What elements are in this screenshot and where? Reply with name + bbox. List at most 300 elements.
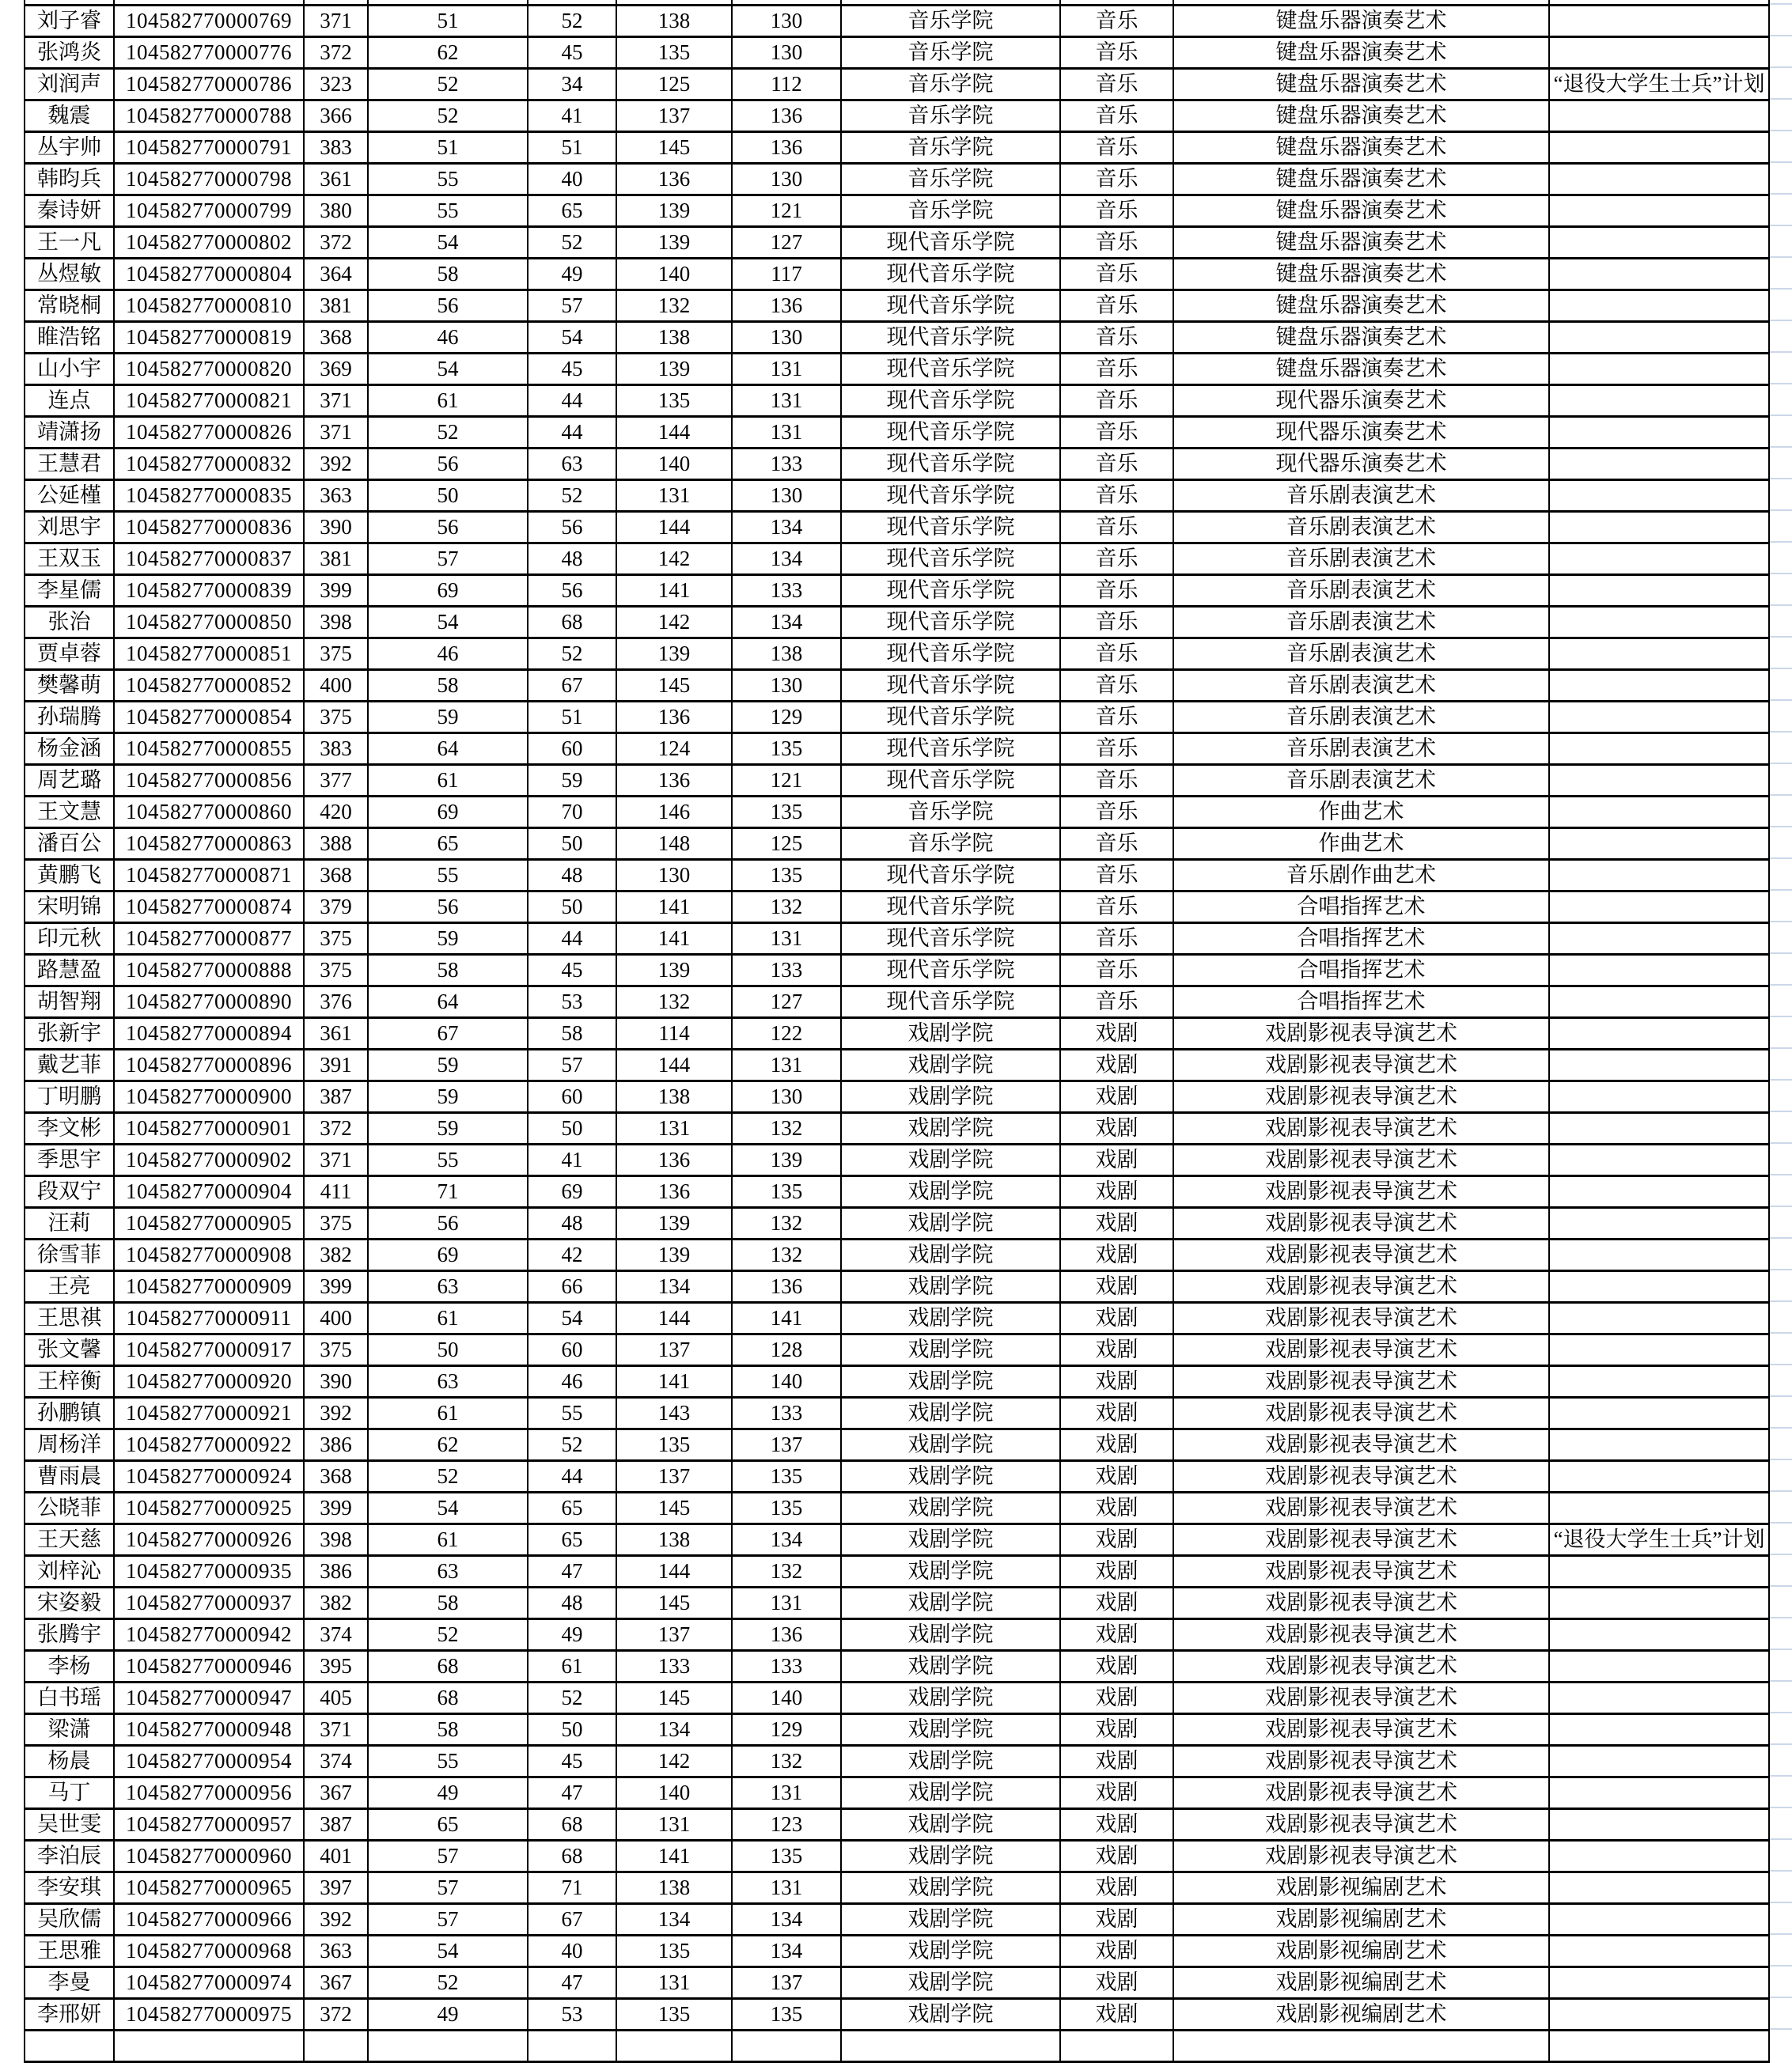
cell-name: 王亮	[25, 1271, 114, 1303]
cell-category: 戏剧	[1060, 1050, 1173, 1081]
cell-major: 戏剧影视表导演艺术	[1173, 1651, 1549, 1683]
cell-score-1: 62	[368, 37, 528, 69]
cell-college: 现代音乐学院	[841, 986, 1060, 1018]
table-row	[25, 765, 1769, 797]
cell-score-2: 41	[528, 1145, 616, 1176]
cell-score-3: 136	[616, 1176, 732, 1208]
cell-total-score: 364	[304, 259, 368, 290]
sheet-gridline-stub	[1770, 1395, 1792, 1397]
cell-major: 键盘乐器演奏艺术	[1173, 195, 1549, 227]
cell-score-4: 128	[732, 1334, 841, 1366]
cell-score-3: 131	[616, 480, 732, 512]
cell-college: 戏剧学院	[841, 1714, 1060, 1746]
cell-score-1: 65	[368, 828, 528, 860]
cell-college: 现代音乐学院	[841, 860, 1060, 891]
cell-score-2: 44	[528, 417, 616, 449]
sheet-gridline-stub	[1770, 1838, 1792, 1840]
cell-score-1: 59	[368, 1113, 528, 1145]
cell-remark	[1549, 6, 1769, 37]
cell-college: 戏剧学院	[841, 1461, 1060, 1493]
cell-major: 戏剧影视表导演艺术	[1173, 1398, 1549, 1429]
cell-category: 戏剧	[1060, 1967, 1173, 1999]
cell-name: 宋姿毅	[25, 1588, 114, 1619]
table-row	[25, 1240, 1769, 1271]
cell-college: 现代音乐学院	[841, 923, 1060, 955]
cell-name: 李安琪	[25, 1872, 114, 1904]
cell-major: 戏剧影视表导演艺术	[1173, 1746, 1549, 1777]
cell-score-4: 131	[732, 923, 841, 955]
cell-score-1: 49	[368, 1777, 528, 1809]
cell-major: 音乐剧表演艺术	[1173, 638, 1549, 670]
cell-category: 戏剧	[1060, 1904, 1173, 1936]
cell-score-1: 55	[368, 1145, 528, 1176]
cell-exam-number: 104582770000911	[114, 1303, 304, 1334]
cell-category: 音乐	[1060, 797, 1173, 828]
cell-category: 戏剧	[1060, 1999, 1173, 2031]
cell-score-4: 134	[732, 607, 841, 638]
table-row	[25, 607, 1769, 638]
cell-score-3: 131	[616, 1967, 732, 1999]
cell-score-1: 58	[368, 955, 528, 986]
sheet-gridline-stub	[1770, 1047, 1792, 1049]
cell-score-2: 50	[528, 828, 616, 860]
cell-college: 戏剧学院	[841, 1493, 1060, 1524]
cell-major: 现代器乐演奏艺术	[1173, 449, 1549, 480]
cell-college: 戏剧学院	[841, 1240, 1060, 1271]
cell-name: 公晓菲	[25, 1493, 114, 1524]
cell-score-3: 139	[616, 195, 732, 227]
cell-score-3: 134	[616, 1271, 732, 1303]
cell-score-3: 144	[616, 512, 732, 543]
cell-college: 戏剧学院	[841, 1556, 1060, 1588]
cell-score-2: 49	[528, 1619, 616, 1651]
cell-total-score: 395	[304, 1651, 368, 1683]
cell-name: 季思宇	[25, 1145, 114, 1176]
cell-score-4: 140	[732, 1366, 841, 1398]
cell-score-2: 52	[528, 227, 616, 259]
cell-college: 戏剧学院	[841, 1145, 1060, 1176]
cell-score-2: 50	[528, 1113, 616, 1145]
cell-score-3: 139	[616, 1240, 732, 1271]
cell-score-1: 54	[368, 1936, 528, 1967]
cell-name: 汪莉	[25, 1208, 114, 1240]
cell-exam-number: 104582770000900	[114, 1081, 304, 1113]
cell-score-3: 135	[616, 1999, 732, 2031]
cell-exam-number: 104582770000863	[114, 828, 304, 860]
sheet-gridline-stub	[1770, 193, 1792, 195]
cell-name: 刘思宇	[25, 512, 114, 543]
cell-score-3: 144	[616, 417, 732, 449]
cell-total-score: 399	[304, 1271, 368, 1303]
cell-name: 黄鹏飞	[25, 860, 114, 891]
cell-remark	[1549, 417, 1769, 449]
cell-score-3: 143	[616, 1398, 732, 1429]
sheet-gridline-stub	[1770, 35, 1792, 36]
cell-score-4: 131	[732, 385, 841, 417]
sheet-gridline-stub	[1770, 952, 1792, 954]
sheet-gridline-stub	[1770, 699, 1792, 701]
cell-score-3: 148	[616, 828, 732, 860]
cell-category: 戏剧	[1060, 1841, 1173, 1872]
cell-total-score: 371	[304, 6, 368, 37]
cell-score-4: 140	[732, 1683, 841, 1714]
cell-score-4: 131	[732, 1050, 841, 1081]
cell-category: 音乐	[1060, 100, 1173, 132]
sheet-gridline-stub	[1770, 1585, 1792, 1587]
cell-remark	[1549, 164, 1769, 195]
cell-college: 现代音乐学院	[841, 638, 1060, 670]
cell-score-4: 131	[732, 1872, 841, 1904]
cell-college: 戏剧学院	[841, 1271, 1060, 1303]
cell-score-3: 134	[616, 1904, 732, 1936]
cell-score-3: 142	[616, 1746, 732, 1777]
cell-category: 戏剧	[1060, 1398, 1173, 1429]
cell-remark	[1549, 1777, 1769, 1809]
cell-major: 合唱指挥艺术	[1173, 891, 1549, 923]
cell-total-score: 371	[304, 417, 368, 449]
cell-score-4: 132	[732, 1208, 841, 1240]
cell-total-score: 375	[304, 955, 368, 986]
cell-score-3: 140	[616, 449, 732, 480]
cell-score-3	[616, 2031, 732, 2062]
cell-remark	[1549, 1967, 1769, 1999]
cell-score-1: 69	[368, 1240, 528, 1271]
cell-score-2: 56	[528, 512, 616, 543]
cell-exam-number: 104582770000836	[114, 512, 304, 543]
cell-category: 戏剧	[1060, 1556, 1173, 1588]
cell-score-1: 57	[368, 1904, 528, 1936]
cell-remark	[1549, 449, 1769, 480]
cell-name: 曹雨晨	[25, 1461, 114, 1493]
cell-remark	[1549, 1240, 1769, 1271]
cell-score-4: 132	[732, 891, 841, 923]
cell-score-3: 136	[616, 702, 732, 733]
cell-category: 音乐	[1060, 354, 1173, 385]
cell-name: 李星儒	[25, 575, 114, 607]
cell-college: 戏剧学院	[841, 1113, 1060, 1145]
cell-college: 戏剧学院	[841, 1841, 1060, 1872]
cell-major: 合唱指挥艺术	[1173, 923, 1549, 955]
cell-college: 音乐学院	[841, 132, 1060, 164]
cell-major: 键盘乐器演奏艺术	[1173, 322, 1549, 354]
cell-category: 戏剧	[1060, 1081, 1173, 1113]
cell-exam-number: 104582770000788	[114, 100, 304, 132]
cell-college: 戏剧学院	[841, 1809, 1060, 1841]
cell-score-3: 144	[616, 1050, 732, 1081]
cell-score-1: 61	[368, 1524, 528, 1556]
cell-exam-number: 104582770000917	[114, 1334, 304, 1366]
cell-score-4: 134	[732, 1524, 841, 1556]
cell-name: 王慧君	[25, 449, 114, 480]
cell-total-score: 361	[304, 1018, 368, 1050]
sheet-gridline-stub	[1770, 731, 1792, 732]
cell-total-score: 377	[304, 765, 368, 797]
cell-name: 李杨	[25, 1651, 114, 1683]
sheet-gridline-stub	[1770, 509, 1792, 511]
cell-major: 作曲艺术	[1173, 828, 1549, 860]
cell-exam-number: 104582770000937	[114, 1588, 304, 1619]
cell-remark	[1549, 1588, 1769, 1619]
cell-category: 音乐	[1060, 670, 1173, 702]
table-row	[25, 227, 1769, 259]
cell-major: 戏剧影视编剧艺术	[1173, 1967, 1549, 1999]
cell-score-2: 52	[528, 6, 616, 37]
cell-score-3: 138	[616, 322, 732, 354]
cell-major: 合唱指挥艺术	[1173, 955, 1549, 986]
cell-score-3: 131	[616, 1809, 732, 1841]
cell-score-4: 133	[732, 449, 841, 480]
table-row	[25, 797, 1769, 828]
cell-exam-number: 104582770000957	[114, 1809, 304, 1841]
cell-remark	[1549, 1018, 1769, 1050]
cell-college: 戏剧学院	[841, 1429, 1060, 1461]
cell-name: 丛宇帅	[25, 132, 114, 164]
cell-exam-number: 104582770000776	[114, 37, 304, 69]
table-row	[25, 1271, 1769, 1303]
cell-college: 音乐学院	[841, 69, 1060, 100]
cell-total-score: 387	[304, 1081, 368, 1113]
table-row	[25, 259, 1769, 290]
cell-remark	[1549, 37, 1769, 69]
cell-exam-number: 104582770000908	[114, 1240, 304, 1271]
sheet-gridline-stub	[1770, 256, 1792, 258]
cell-score-4: 135	[732, 797, 841, 828]
cell-college	[841, 2031, 1060, 2062]
cell-category: 音乐	[1060, 733, 1173, 765]
cell-remark	[1549, 1271, 1769, 1303]
cell-score-3: 145	[616, 670, 732, 702]
cell-score-3: 142	[616, 543, 732, 575]
cell-major: 键盘乐器演奏艺术	[1173, 37, 1549, 69]
sheet-gridline-stub	[1770, 1364, 1792, 1365]
cell-category: 戏剧	[1060, 1524, 1173, 1556]
score-table-body	[25, 0, 1769, 2062]
cell-score-2: 51	[528, 702, 616, 733]
cell-total-score: 371	[304, 1714, 368, 1746]
cell-total-score: 376	[304, 986, 368, 1018]
cell-score-3: 132	[616, 986, 732, 1018]
table-row	[25, 638, 1769, 670]
cell-major: 音乐剧表演艺术	[1173, 702, 1549, 733]
cell-score-4: 136	[732, 1271, 841, 1303]
table-row	[25, 132, 1769, 164]
cell-exam-number: 104582770000975	[114, 1999, 304, 2031]
cell-score-3: 124	[616, 733, 732, 765]
sheet-gridline-stub	[1770, 1902, 1792, 1903]
cell-college: 现代音乐学院	[841, 733, 1060, 765]
cell-total-score: 375	[304, 1208, 368, 1240]
cell-total-score: 380	[304, 195, 368, 227]
cell-score-1: 58	[368, 1714, 528, 1746]
cell-exam-number: 104582770000826	[114, 417, 304, 449]
cell-exam-number: 104582770000819	[114, 322, 304, 354]
table-row	[25, 385, 1769, 417]
cell-score-3: 141	[616, 891, 732, 923]
cell-name: 孙瑞腾	[25, 702, 114, 733]
cell-exam-number: 104582770000921	[114, 1398, 304, 1429]
cell-name: 靖潇扬	[25, 417, 114, 449]
cell-score-1: 51	[368, 132, 528, 164]
cell-score-1: 59	[368, 702, 528, 733]
table-row	[25, 986, 1769, 1018]
cell-name: 贾卓蓉	[25, 638, 114, 670]
cell-score-4: 133	[732, 955, 841, 986]
cell-major: 戏剧影视表导演艺术	[1173, 1461, 1549, 1493]
cell-name: 王一凡	[25, 227, 114, 259]
sheet-gridline-stub	[1770, 1206, 1792, 1207]
cell-category: 音乐	[1060, 37, 1173, 69]
cell-score-3: 145	[616, 1683, 732, 1714]
cell-major: 戏剧影视表导演艺术	[1173, 1809, 1549, 1841]
cell-category: 音乐	[1060, 290, 1173, 322]
cell-score-2: 48	[528, 1588, 616, 1619]
cell-category: 戏剧	[1060, 1493, 1173, 1524]
sheet-gridline-stub	[1770, 98, 1792, 100]
cell-score-1: 52	[368, 69, 528, 100]
cell-remark	[1549, 195, 1769, 227]
cell-score-2: 52	[528, 1429, 616, 1461]
table-row	[25, 354, 1769, 385]
cell-category: 音乐	[1060, 385, 1173, 417]
cell-category: 音乐	[1060, 480, 1173, 512]
cell-score-4: 130	[732, 6, 841, 37]
cell-exam-number	[114, 2031, 304, 2062]
table-row	[25, 733, 1769, 765]
sheet-gridline-stub	[1770, 288, 1792, 290]
cell-remark	[1549, 1176, 1769, 1208]
table-row	[25, 1746, 1769, 1777]
cell-major	[1173, 2031, 1549, 2062]
cell-score-4: 134	[732, 1904, 841, 1936]
cell-remark	[1549, 1493, 1769, 1524]
sheet-gridline-stub	[1770, 1680, 1792, 1682]
cell-total-score: 420	[304, 797, 368, 828]
cell-exam-number: 104582770000802	[114, 227, 304, 259]
cell-score-2: 49	[528, 259, 616, 290]
cell-score-4: 134	[732, 1936, 841, 1967]
cell-score-3: 139	[616, 638, 732, 670]
cell-score-3: 140	[616, 1777, 732, 1809]
cell-score-1: 55	[368, 164, 528, 195]
cell-score-1: 56	[368, 891, 528, 923]
cell-name: 白书瑶	[25, 1683, 114, 1714]
cell-score-2: 65	[528, 195, 616, 227]
sheet-gridline-stub	[1770, 2028, 1792, 2030]
cell-score-1: 52	[368, 1619, 528, 1651]
cell-remark	[1549, 638, 1769, 670]
sheet-gridline-stub	[1770, 1427, 1792, 1429]
cell-exam-number: 104582770000860	[114, 797, 304, 828]
cell-score-3: 137	[616, 1334, 732, 1366]
cell-score-4: 131	[732, 354, 841, 385]
table-row	[25, 1176, 1769, 1208]
cell-remark	[1549, 797, 1769, 828]
cell-college: 戏剧学院	[841, 1081, 1060, 1113]
cell-score-3: 139	[616, 955, 732, 986]
cell-remark	[1549, 1809, 1769, 1841]
cell-name: 王思祺	[25, 1303, 114, 1334]
cell-major: 音乐剧表演艺术	[1173, 480, 1549, 512]
table-row	[25, 828, 1769, 860]
cell-major: 键盘乐器演奏艺术	[1173, 69, 1549, 100]
cell-score-4: 122	[732, 1018, 841, 1050]
cell-college: 音乐学院	[841, 195, 1060, 227]
cell-score-3: 137	[616, 1461, 732, 1493]
cell-category: 音乐	[1060, 132, 1173, 164]
cell-name: 张治	[25, 607, 114, 638]
cell-score-1: 54	[368, 607, 528, 638]
cell-score-4: 132	[732, 1556, 841, 1588]
cell-score-1: 46	[368, 638, 528, 670]
sheet-gridline-stub	[1770, 1237, 1792, 1239]
cell-exam-number: 104582770000960	[114, 1841, 304, 1872]
cell-score-4: 130	[732, 670, 841, 702]
cell-college: 现代音乐学院	[841, 670, 1060, 702]
cell-major: 戏剧影视表导演艺术	[1173, 1334, 1549, 1366]
cell-category: 戏剧	[1060, 1208, 1173, 1240]
cell-name: 连点	[25, 385, 114, 417]
cell-score-4: 135	[732, 1999, 841, 2031]
cell-score-4: 130	[732, 164, 841, 195]
cell-exam-number: 104582770000804	[114, 259, 304, 290]
table-row	[25, 1524, 1769, 1556]
cell-score-1: 52	[368, 1461, 528, 1493]
table-row	[25, 543, 1769, 575]
cell-name: 樊馨萌	[25, 670, 114, 702]
table-row	[25, 100, 1769, 132]
cell-remark	[1549, 100, 1769, 132]
cell-exam-number: 104582770000947	[114, 1683, 304, 1714]
sheet-gridline-stub	[1770, 857, 1792, 859]
cell-score-3: 135	[616, 1936, 732, 1967]
cell-exam-number: 104582770000854	[114, 702, 304, 733]
cell-major: 戏剧影视表导演艺术	[1173, 1588, 1549, 1619]
cell-college: 现代音乐学院	[841, 354, 1060, 385]
cell-name: 周杨洋	[25, 1429, 114, 1461]
table-row	[25, 1366, 1769, 1398]
cell-category: 戏剧	[1060, 1809, 1173, 1841]
cell-college: 戏剧学院	[841, 1588, 1060, 1619]
cell-college: 戏剧学院	[841, 1334, 1060, 1366]
table-row	[25, 1936, 1769, 1967]
cell-score-3: 135	[616, 385, 732, 417]
cell-score-3: 146	[616, 797, 732, 828]
cell-college: 现代音乐学院	[841, 702, 1060, 733]
cell-major: 键盘乐器演奏艺术	[1173, 290, 1549, 322]
cell-total-score: 379	[304, 891, 368, 923]
cell-score-2: 55	[528, 1398, 616, 1429]
table-row	[25, 6, 1769, 37]
cell-category: 戏剧	[1060, 1746, 1173, 1777]
cell-total-score	[304, 2031, 368, 2062]
cell-remark	[1549, 955, 1769, 986]
sheet-gridline-stub	[1770, 921, 1792, 922]
cell-major: 戏剧影视表导演艺术	[1173, 1018, 1549, 1050]
cell-remark	[1549, 765, 1769, 797]
cell-remark	[1549, 1904, 1769, 1936]
cell-remark	[1549, 1145, 1769, 1176]
cell-score-4: 112	[732, 69, 841, 100]
cell-total-score: 363	[304, 480, 368, 512]
cell-remark	[1549, 828, 1769, 860]
cell-major: 戏剧影视表导演艺术	[1173, 1714, 1549, 1746]
cell-score-4: 127	[732, 227, 841, 259]
sheet-gridline-stub	[1770, 130, 1792, 131]
cell-name: 李泊辰	[25, 1841, 114, 1872]
cell-total-score: 371	[304, 385, 368, 417]
cell-score-2: 34	[528, 69, 616, 100]
cell-score-2: 61	[528, 1651, 616, 1683]
